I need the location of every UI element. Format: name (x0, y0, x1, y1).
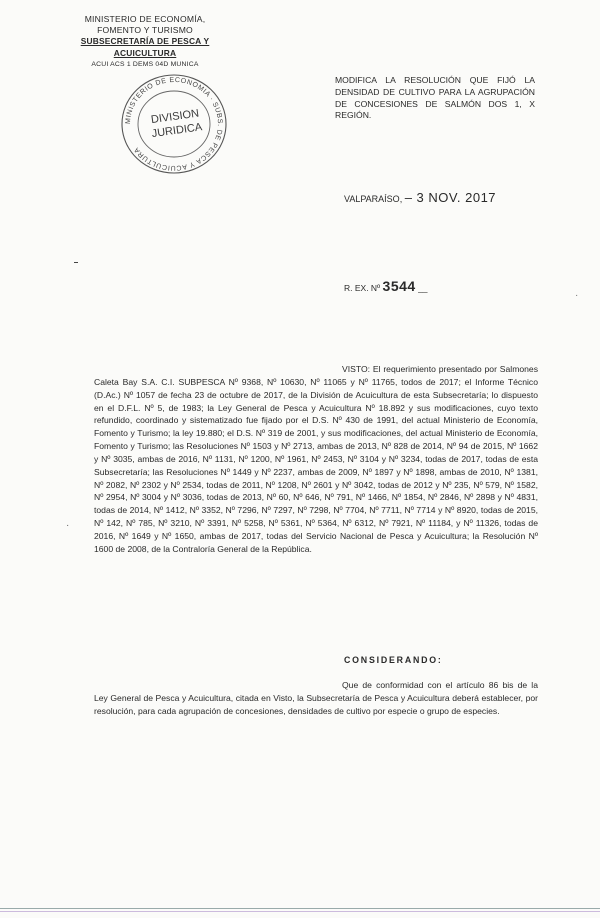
letterhead-small-line: ACUI ACS 1 DEMS 04D MUNICA (91, 60, 199, 68)
rex-trail: __ (418, 283, 428, 293)
visto-paragraph: VISTO: El requerimiento presentado por Salmones Caleta Bay S.A. C.I. SUBPESCA Nº 9368, Nº 10630, Nº 11065 y Nº 11765, todos de 2017; el Informe Técnico (D.Ac.) Nº 1057 de fecha 23 de octubre de 2017, de la División de Acuicultura de esta Subsecretaría; lo dispuesto en el D.F.L. Nº 5, de 1983; la Ley General de Pesca y Acuicultura Nº 18.892 y sus modificaciones, cuyo texto refundido, coordinado y sistematizado fue fijado por el D.S. Nº 430 de 1991, del actual Ministerio de Economía, Fomento y Turismo; la ley 19.880; el D.S. Nº 319 de 2001, y sus modificaciones, del actual Ministerio de Economía, Fomento y Turismo; las Resoluciones Nº 1503 y Nº 2713, ambas de 2013, Nº 828 de 2014, Nº 94 de 2015, Nº 1662 y Nº 3035, ambas de 2016, Nº 1131, Nº 1200, Nº 1961, Nº 2453, Nº 3104 y Nº 3234, todas de 2017, todas de esta Subsecretaría; las Resoluciones Nº 1449 y Nº 2237, ambas de 2009, Nº 1897 y Nº 1898, ambas de 2010, Nº 1381, Nº 2082, Nº 2302 y Nº 2534, todas de 2011, Nº 1208, Nº 2601 y Nº 3042, todas de 2012 y Nº 235, Nº 579, Nº 1582, Nº 2954, Nº 3004 y Nº 3036, todas de 2013, Nº 60, Nº 646, Nº 791, Nº 1466, Nº 1854, Nº 2846, Nº 2898 y Nº 4831, todas de 2014, Nº 1412, Nº 3352, Nº 7296, Nº 7297, Nº 7298, Nº 7704, Nº 7711, Nº 7714 y Nº 8920, todas de 2015, Nº 142, Nº 785, Nº 3210, Nº 3391, Nº 5258, Nº 5361, Nº 5364, Nº 6312, Nº 7921, Nº 11184, y Nº 11326, todas de 2016, Nº 1649 y Nº 1650, ambas de 2017, todas del Servicio Nacional de Pesca y Acuicultura; la Resolución Nº 1600 de 2008, de la Contraloría General de la República. (94, 364, 538, 554)
scan-edge-line-2 (0, 911, 600, 912)
margin-mark-right: · (575, 290, 579, 301)
subsecretaria-line: SUBSECRETARÍA DE PESCA Y ACUICULTURA (80, 36, 210, 58)
stamp-ring-text: MINISTERIO DE ECONOMIA · SUBS. DE PESCA Y ACUICULTURA (124, 76, 224, 172)
ministry-line1: MINISTERIO DE ECONOMÍA, (84, 14, 206, 24)
rex-number: 3544 (382, 278, 416, 294)
ministry-line2: FOMENTO Y TURISMO (97, 25, 193, 36)
letterhead (50, 14, 240, 70)
margin-dash (74, 262, 78, 263)
scan-edge-line (0, 908, 600, 909)
resolution-date: – 3 NOV. 2017 (404, 190, 497, 205)
resolution-number (344, 278, 428, 294)
stamp-line1: DIVISION (150, 107, 200, 127)
considerando-heading: CONSIDERANDO: (344, 655, 443, 665)
stamp-seal-icon (118, 72, 230, 176)
place-date (344, 190, 534, 205)
margin-mark-left: · (66, 520, 70, 531)
resolution-subject: MODIFICA LA RESOLUCIÓN QUE FIJÓ LA DENSIDAD DE CULTIVO PARA LA AGRUPACIÓN DE CONCESIONES DE SALMÓN DOS 1, X REGIÓN. (335, 75, 535, 121)
division-juridica-stamp (118, 72, 230, 176)
place-city: VALPARAÍSO, (344, 194, 403, 204)
considerando-paragraph: Que de conformidad con el artículo 86 bis de la Ley General de Pesca y Acuicultura, citada en Visto, la Subsecretaría de Pesca y Acuicultura deberá establecer, por resolución, para cada agrupación de concesiones, densidades de cultivo por especie o grupo de especies. (94, 680, 538, 716)
rex-label: R. EX. Nº (344, 283, 381, 293)
stamp-line2: JURIDICA (150, 121, 203, 141)
